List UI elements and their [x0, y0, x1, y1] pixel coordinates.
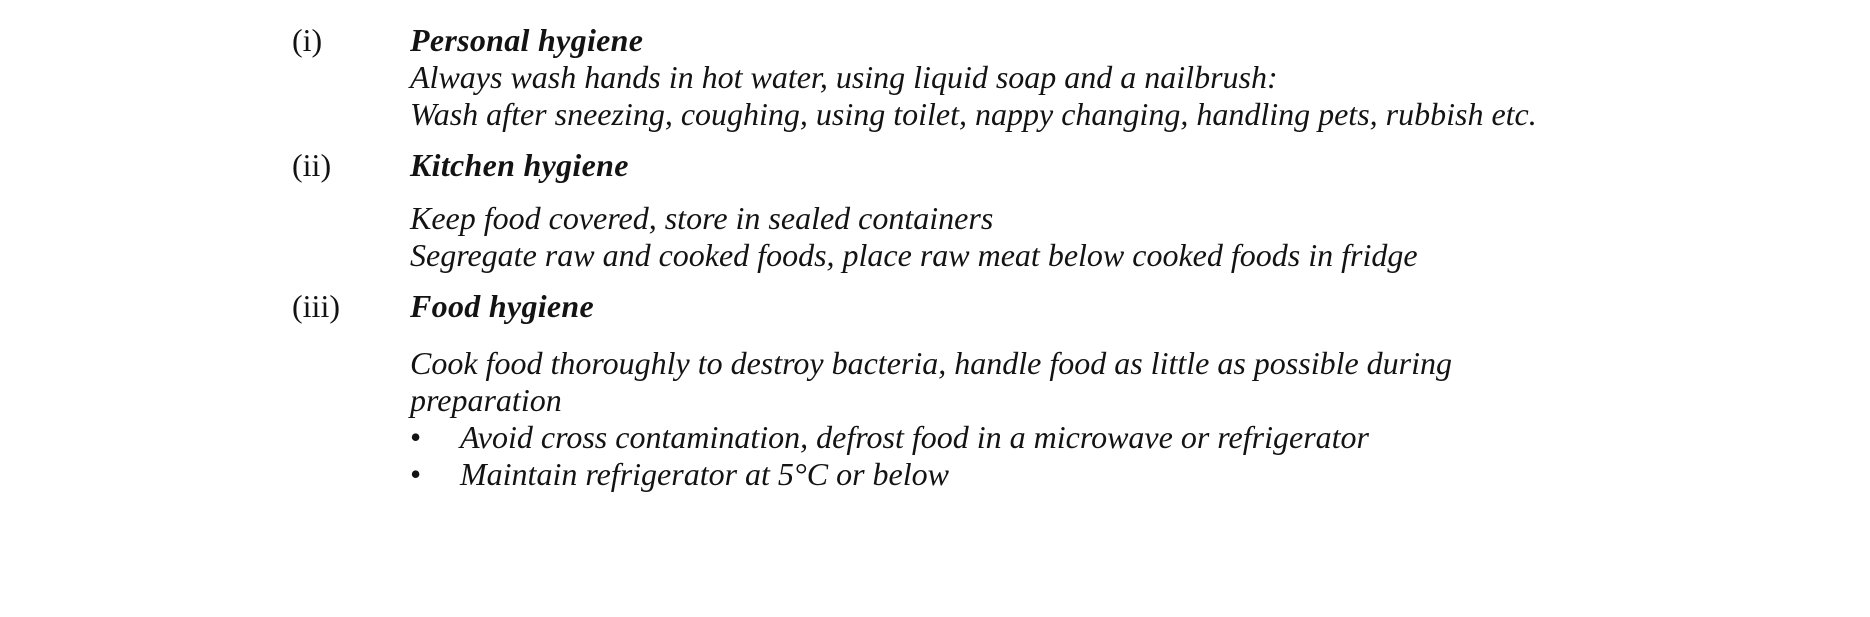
body-line: Cook food thoroughly to destroy bacteria, handle food as little as possible during: [410, 345, 1453, 381]
section-heading-personal-hygiene: Personal hygiene: [410, 22, 644, 58]
bullet-icon: •: [410, 419, 422, 455]
section-heading-food-hygiene: Food hygiene: [410, 288, 595, 324]
body-line: Segregate raw and cooked foods, place raw meat below cooked foods in fridge: [410, 237, 1418, 273]
section-kitchen-hygiene: [292, 147, 1830, 274]
body-line: Always wash hands in hot water, using liquid soap and a nailbrush:: [410, 59, 1278, 95]
bullet-item-text: Maintain refrigerator at 5°C or below: [460, 456, 949, 492]
section-heading-kitchen-hygiene: Kitchen hygiene: [410, 147, 629, 183]
bullet-item-text: Avoid cross contamination, defrost food in a microwave or refrigerator: [460, 419, 1369, 455]
list-marker-iii: (iii): [292, 288, 340, 324]
body-line: Keep food covered, store in sealed containers: [410, 200, 994, 236]
bullet-icon: •: [410, 456, 422, 492]
section-personal-hygiene: [292, 22, 1830, 133]
body-line: Wash after sneezing, coughing, using toilet, nappy changing, handling pets, rubbish etc.: [410, 96, 1537, 132]
bullet-item: [410, 456, 1830, 493]
list-marker-ii: (ii): [292, 147, 332, 183]
bullet-item: [410, 419, 1830, 456]
section-food-hygiene: [292, 288, 1830, 493]
list-marker-i: (i): [292, 22, 323, 58]
body-line: preparation: [410, 382, 562, 418]
